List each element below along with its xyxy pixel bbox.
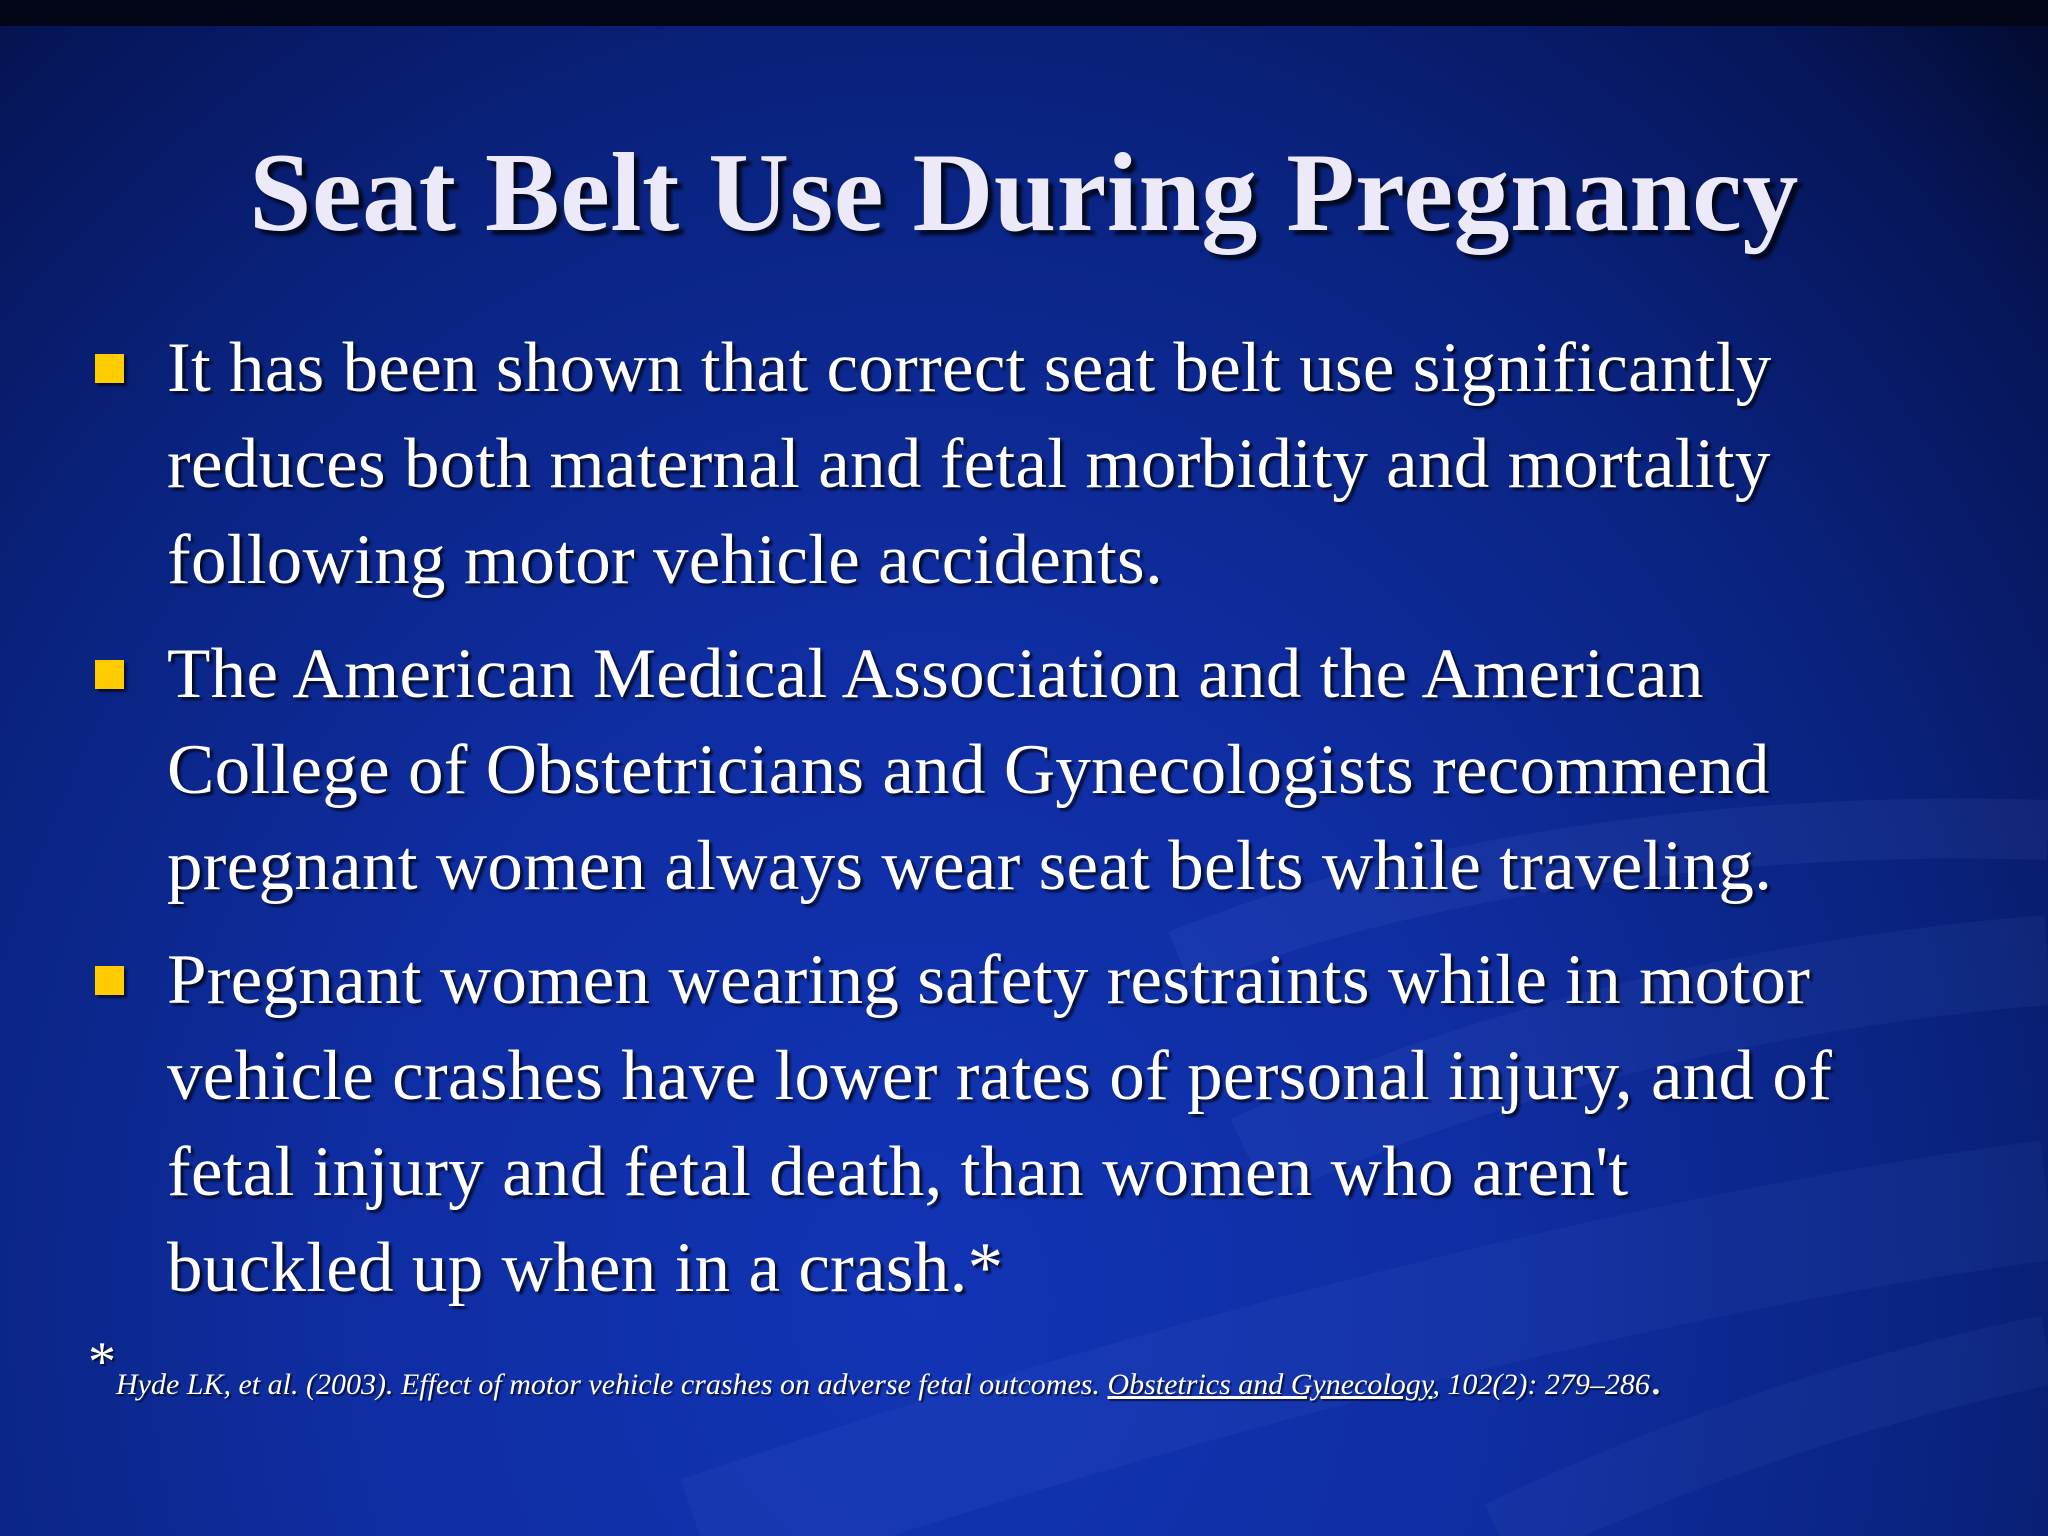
bullet-line: fetal injury and fetal death, than women who aren't: [167, 1133, 1629, 1211]
footnote-journal-link[interactable]: Obstetrics and Gynecology: [1107, 1368, 1433, 1401]
bullet-line: The American Medical Association and the American: [167, 635, 1704, 713]
bullet-text: [167, 932, 2007, 1316]
bullet-line: It has been shown that correct seat belt use significantly: [167, 329, 1772, 407]
footnote-citation: [88, 1331, 1988, 1405]
square-bullet-icon: [95, 966, 124, 995]
bullet-line: vehicle crashes have lower rates of personal injury, and of: [167, 1037, 1833, 1115]
bullet-line: buckled up when in a crash.*: [167, 1229, 1004, 1307]
bullet-line: following motor vehicle accidents.: [167, 521, 1164, 599]
bullet-line: pregnant women always wear seat belts while traveling.: [167, 827, 1773, 905]
slide-title: Seat Belt Use During Pregnancy: [249, 131, 1799, 255]
bullet-line: Pregnant women wearing safety restraints while in motor: [167, 941, 1811, 1019]
footnote-marker: *: [88, 1331, 116, 1393]
footnote-period: .: [1649, 1352, 1662, 1405]
bullet-line: College of Obstetricians and Gynecologists recommend: [167, 731, 1770, 809]
bullet-text: [167, 626, 2007, 914]
bullet-text: [167, 320, 2007, 608]
square-bullet-icon: [95, 354, 124, 383]
footnote-citation-text: Hyde LK, et al. (2003). Effect of motor vehicle crashes on adverse fetal outcomes.: [116, 1368, 1108, 1401]
footnote-details: , 102(2): 279–286: [1432, 1368, 1650, 1401]
bullet-line: reduces both maternal and fetal morbidity and mortality: [167, 425, 1771, 503]
square-bullet-icon: [95, 660, 124, 689]
